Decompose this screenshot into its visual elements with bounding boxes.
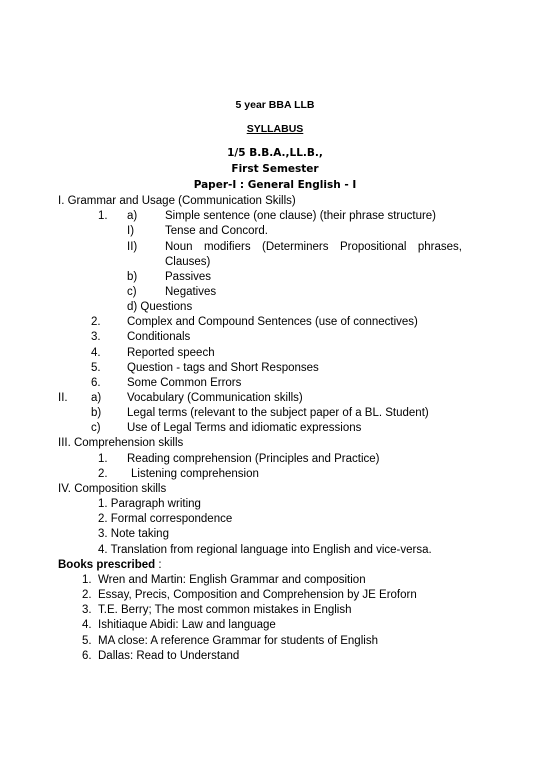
books-colon: :: [155, 559, 162, 571]
item-marker: c): [91, 422, 101, 434]
books-label: Books prescribed: [58, 559, 156, 571]
book-title: MA close: A reference Grammar for students of English: [98, 635, 378, 647]
item-number: 6.: [91, 377, 101, 389]
book-title: Wren and Martin: English Grammar and composition: [98, 574, 366, 586]
list-item: 2. Formal correspondence: [98, 513, 233, 525]
item-text: d) Questions: [127, 301, 193, 313]
book-number: 1.: [82, 574, 92, 586]
item-text: Conditionals: [127, 331, 191, 343]
book-number: 2.: [82, 589, 92, 601]
book-title: Dallas: Read to Understand: [98, 650, 240, 662]
item-marker: b): [91, 407, 102, 419]
item-text: Legal terms (relevant to the subject paper of a BL. Student): [127, 407, 429, 419]
item-text: Use of Legal Terms and idiomatic expressions: [127, 422, 362, 434]
word: modifiers: [203, 241, 251, 253]
item-text: Simple sentence (one clause) (their phrase structure): [165, 210, 437, 222]
item-text: Question - tags and Short Responses: [127, 362, 319, 374]
semester-title: First Semester: [231, 163, 319, 175]
book-number: 3.: [82, 604, 92, 616]
word: Noun: [165, 241, 193, 253]
item-marker: II): [127, 241, 138, 253]
word: phrases,: [417, 241, 462, 253]
word: Propositional: [339, 241, 407, 253]
list-item: 3. Note taking: [98, 528, 169, 540]
item-number: 5.: [91, 362, 101, 374]
paper-title: Paper-I : General English - I: [193, 179, 357, 191]
section-2-number: II.: [58, 392, 68, 404]
list-item: 1. Paragraph writing: [98, 498, 201, 510]
course-title: 1/5 B.B.A.,LL.B.,: [227, 147, 323, 159]
book-number: 4.: [82, 619, 92, 631]
section-3-title: III. Comprehension skills: [58, 437, 184, 449]
item-number: 1.: [98, 453, 108, 465]
item-number: 1.: [98, 210, 108, 222]
item-number: 2.: [91, 316, 101, 328]
item-text-justified: [165, 240, 462, 254]
item-text-continued: Clauses): [165, 256, 211, 268]
item-text: Listening comprehension: [131, 468, 259, 480]
book-title: Essay, Precis, Composition and Comprehension by JE Eroforn: [98, 589, 417, 601]
item-number: 4.: [91, 347, 101, 359]
item-marker: b): [127, 271, 138, 283]
item-marker: a): [91, 392, 102, 404]
item-marker: a): [127, 210, 138, 222]
syllabus-heading: SYLLABUS: [246, 123, 304, 135]
item-text: Reported speech: [127, 347, 215, 359]
book-number: 5.: [82, 635, 92, 647]
list-item: 4. Translation from regional language into English and vice-versa.: [98, 544, 432, 556]
item-text: Negatives: [165, 286, 217, 298]
section-1-title: I. Grammar and Usage (Communication Skills): [58, 195, 296, 207]
item-text: Passives: [165, 271, 212, 283]
book-title: T.E. Berry; The most common mistakes in English: [98, 604, 352, 616]
books-heading: [58, 558, 162, 572]
word: (Determiners: [262, 241, 329, 253]
item-text: Tense and Concord.: [165, 225, 268, 237]
item-text: Vocabulary (Communication skills): [127, 392, 303, 404]
item-number: 2.: [98, 468, 108, 480]
item-marker: c): [127, 286, 137, 298]
section-4-title: IV. Composition skills: [58, 483, 167, 495]
program-title: 5 year BBA LLB: [235, 99, 315, 111]
item-text: Reading comprehension (Principles and Practice): [127, 453, 380, 465]
item-text: Some Common Errors: [127, 377, 242, 389]
item-text: Complex and Compound Sentences (use of connectives): [127, 316, 418, 328]
book-title: Ishitiaque Abidi: Law and language: [98, 619, 276, 631]
item-number: 3.: [91, 331, 101, 343]
book-number: 6.: [82, 650, 92, 662]
item-marker: I): [127, 225, 135, 237]
